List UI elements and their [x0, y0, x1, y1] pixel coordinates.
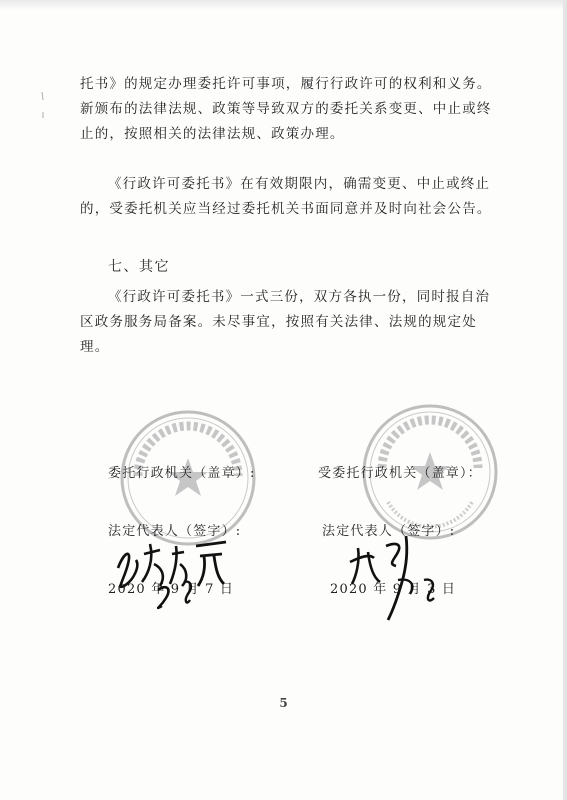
right-handwritten-signature — [340, 522, 460, 632]
page-number: 5 — [279, 696, 288, 710]
right-agent-org-label: 受委托行政机关（盖章）： — [318, 466, 482, 481]
paragraph-clause-continuation: 托书》的规定办理委托许可事项，履行行政许可的权利和义务。新颁布的法律法规、政策等导致双方的委托关系变更、中止或终止的，按照相关的法律法规、政策办理。 — [80, 76, 492, 142]
left-handwritten-signature — [110, 530, 240, 615]
left-sign-date: 2020 年 9 月 7 日 — [108, 582, 235, 597]
scan-edge-right — [563, 0, 567, 800]
scan-edge-top — [0, 0, 567, 10]
section-heading-other: 七、其它 — [108, 259, 170, 275]
paragraph-change-termination: 《行政许可委托书》在有效期限内，确需变更、中止或终止的，受委托机关应当经过委托机关书面同意并及时向社会公告。 — [80, 176, 492, 217]
paragraph-copies: 《行政许可委托书》一式三份，双方各执一份，同时报自治区政务服务局备案。未尽事宜，按照有关法律、法规的规定处理。 — [80, 289, 491, 355]
scan-speck-marks — [40, 90, 50, 130]
left-principal-org-label: 委托行政机关（盖章）: — [108, 466, 256, 481]
right-sign-date: 2020 年 9 月 3 日 — [330, 582, 457, 597]
left-legal-rep-label: 法定代表人（签字）: — [108, 524, 242, 539]
right-legal-rep-label: 法定代表人（签字）: — [322, 524, 456, 539]
